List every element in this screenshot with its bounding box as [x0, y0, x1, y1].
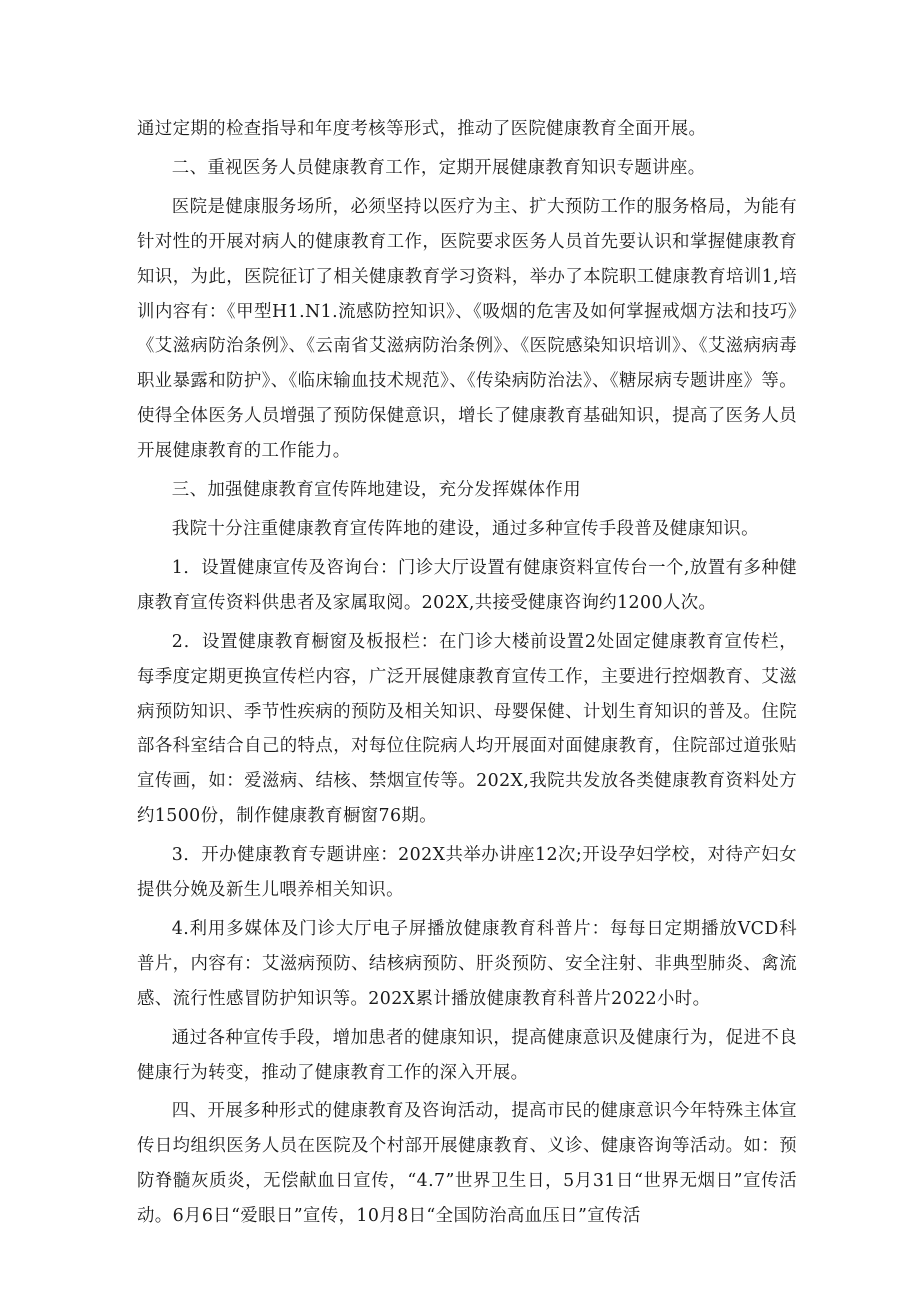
- section-heading-3: 三、加强健康教育宣传阵地建设，充分发挥媒体作用: [171, 480, 581, 501]
- paragraph-3: 医院是健康服务场所，必须坚持以医疗为主、扩大预防工作的服务格局，为能有针对性的开展对病人的健康教育工作，医院要求医务人员首先要认识和掌握健康教育知识，为此，医院征订了相关健康教育学习资料，举办了本院职工健康教育培训1,培训内容有：《甲型H1.N1.流感防控知识》、《吸烟的危害及如何掌握戒烟方法和技巧》《艾滋病防治条例》、《云南省艾滋病防治条例》、《医院感染知识培训》、《艾滋病病毒职业暴露和防护》、《临床输血技术规范》、《传染病防治法》、《糖尿病专题讲座》等。使得全体医务人员增强了预防保健意识，增长了健康教育基础知识，提高了医务人员开展健康教育的工作能力。: [137, 196, 797, 462]
- paragraph-10: 通过各种宣传手段，增加患者的健康知识，提高健康意识及健康行为，促进不良健康行为转变，推动了健康教育工作的深入开展。: [137, 1027, 797, 1083]
- paragraph-5: 我院十分注重健康教育宣传阵地的建设，通过多种宣传手段普及健康知识。: [171, 518, 759, 539]
- list-item-1: 1．设置健康宣传及咨询台：门诊大厅设置有健康资料宣传台一个,放置有多种健康教育宣传资料供患者及家属取阅。202X,共接受健康咨询约1200人次。: [137, 557, 797, 613]
- paragraph-1: 通过定期的检查指导和年度考核等形式，推动了医院健康教育全面开展。: [137, 119, 707, 139]
- list-item-3: 3．开办健康教育专题讲座：202X共举办讲座12次;开设孕妇学校，对待产妇女提供分娩及新生儿喂养相关知识。: [137, 845, 797, 901]
- list-item-2: 2．设置健康教育橱窗及板报栏：在门诊大楼前设置2处固定健康教育宣传栏，每季度定期更换宣传栏内容，广泛开展健康教育宣传工作，主要进行控烟教育、艾滋病预防知识、季节性疾病的预防及相关知识、母婴保健、计划生育知识的普及。住院部各科室结合自己的特点，对每位住院病人均开展面对面健康教育，住院部过道张贴宣传画，如：爱滋病、结核、禁烟宣传等。202X,我院共发放各类健康教育资料处方约1500份，制作健康教育橱窗76期。: [137, 631, 797, 827]
- list-item-4: 4.利用多媒体及门诊大厅电子屏播放健康教育科普片：每每日定期播放VCD科普片，内容有：艾滋病预防、结核病预防、肝炎预防、安全注射、非典型肺炎、禽流感、流行性感冒防护知识等。202X累计播放健康教育科普片2022小时。: [137, 918, 797, 1009]
- document-body: [137, 112, 797, 1238]
- section-heading-4: 四、开展多种形式的健康教育及咨询活动，提高市民的健康意识今年特殊主体宣传日均组织医务人员在医院及个村部开展健康教育、义诊、健康咨询等活动。如：预防脊髓灰质炎，无偿献血日宣传，“4.7”世界卫生日，5月31日“世界无烟日”宣传活动。6月6日“爱眼日”宣传，10月8日“全国防治高血压日”宣传活: [137, 1101, 797, 1227]
- section-heading-2: 二、重视医务人员健康教育工作，定期开展健康教育知识专题讲座。: [171, 157, 706, 178]
